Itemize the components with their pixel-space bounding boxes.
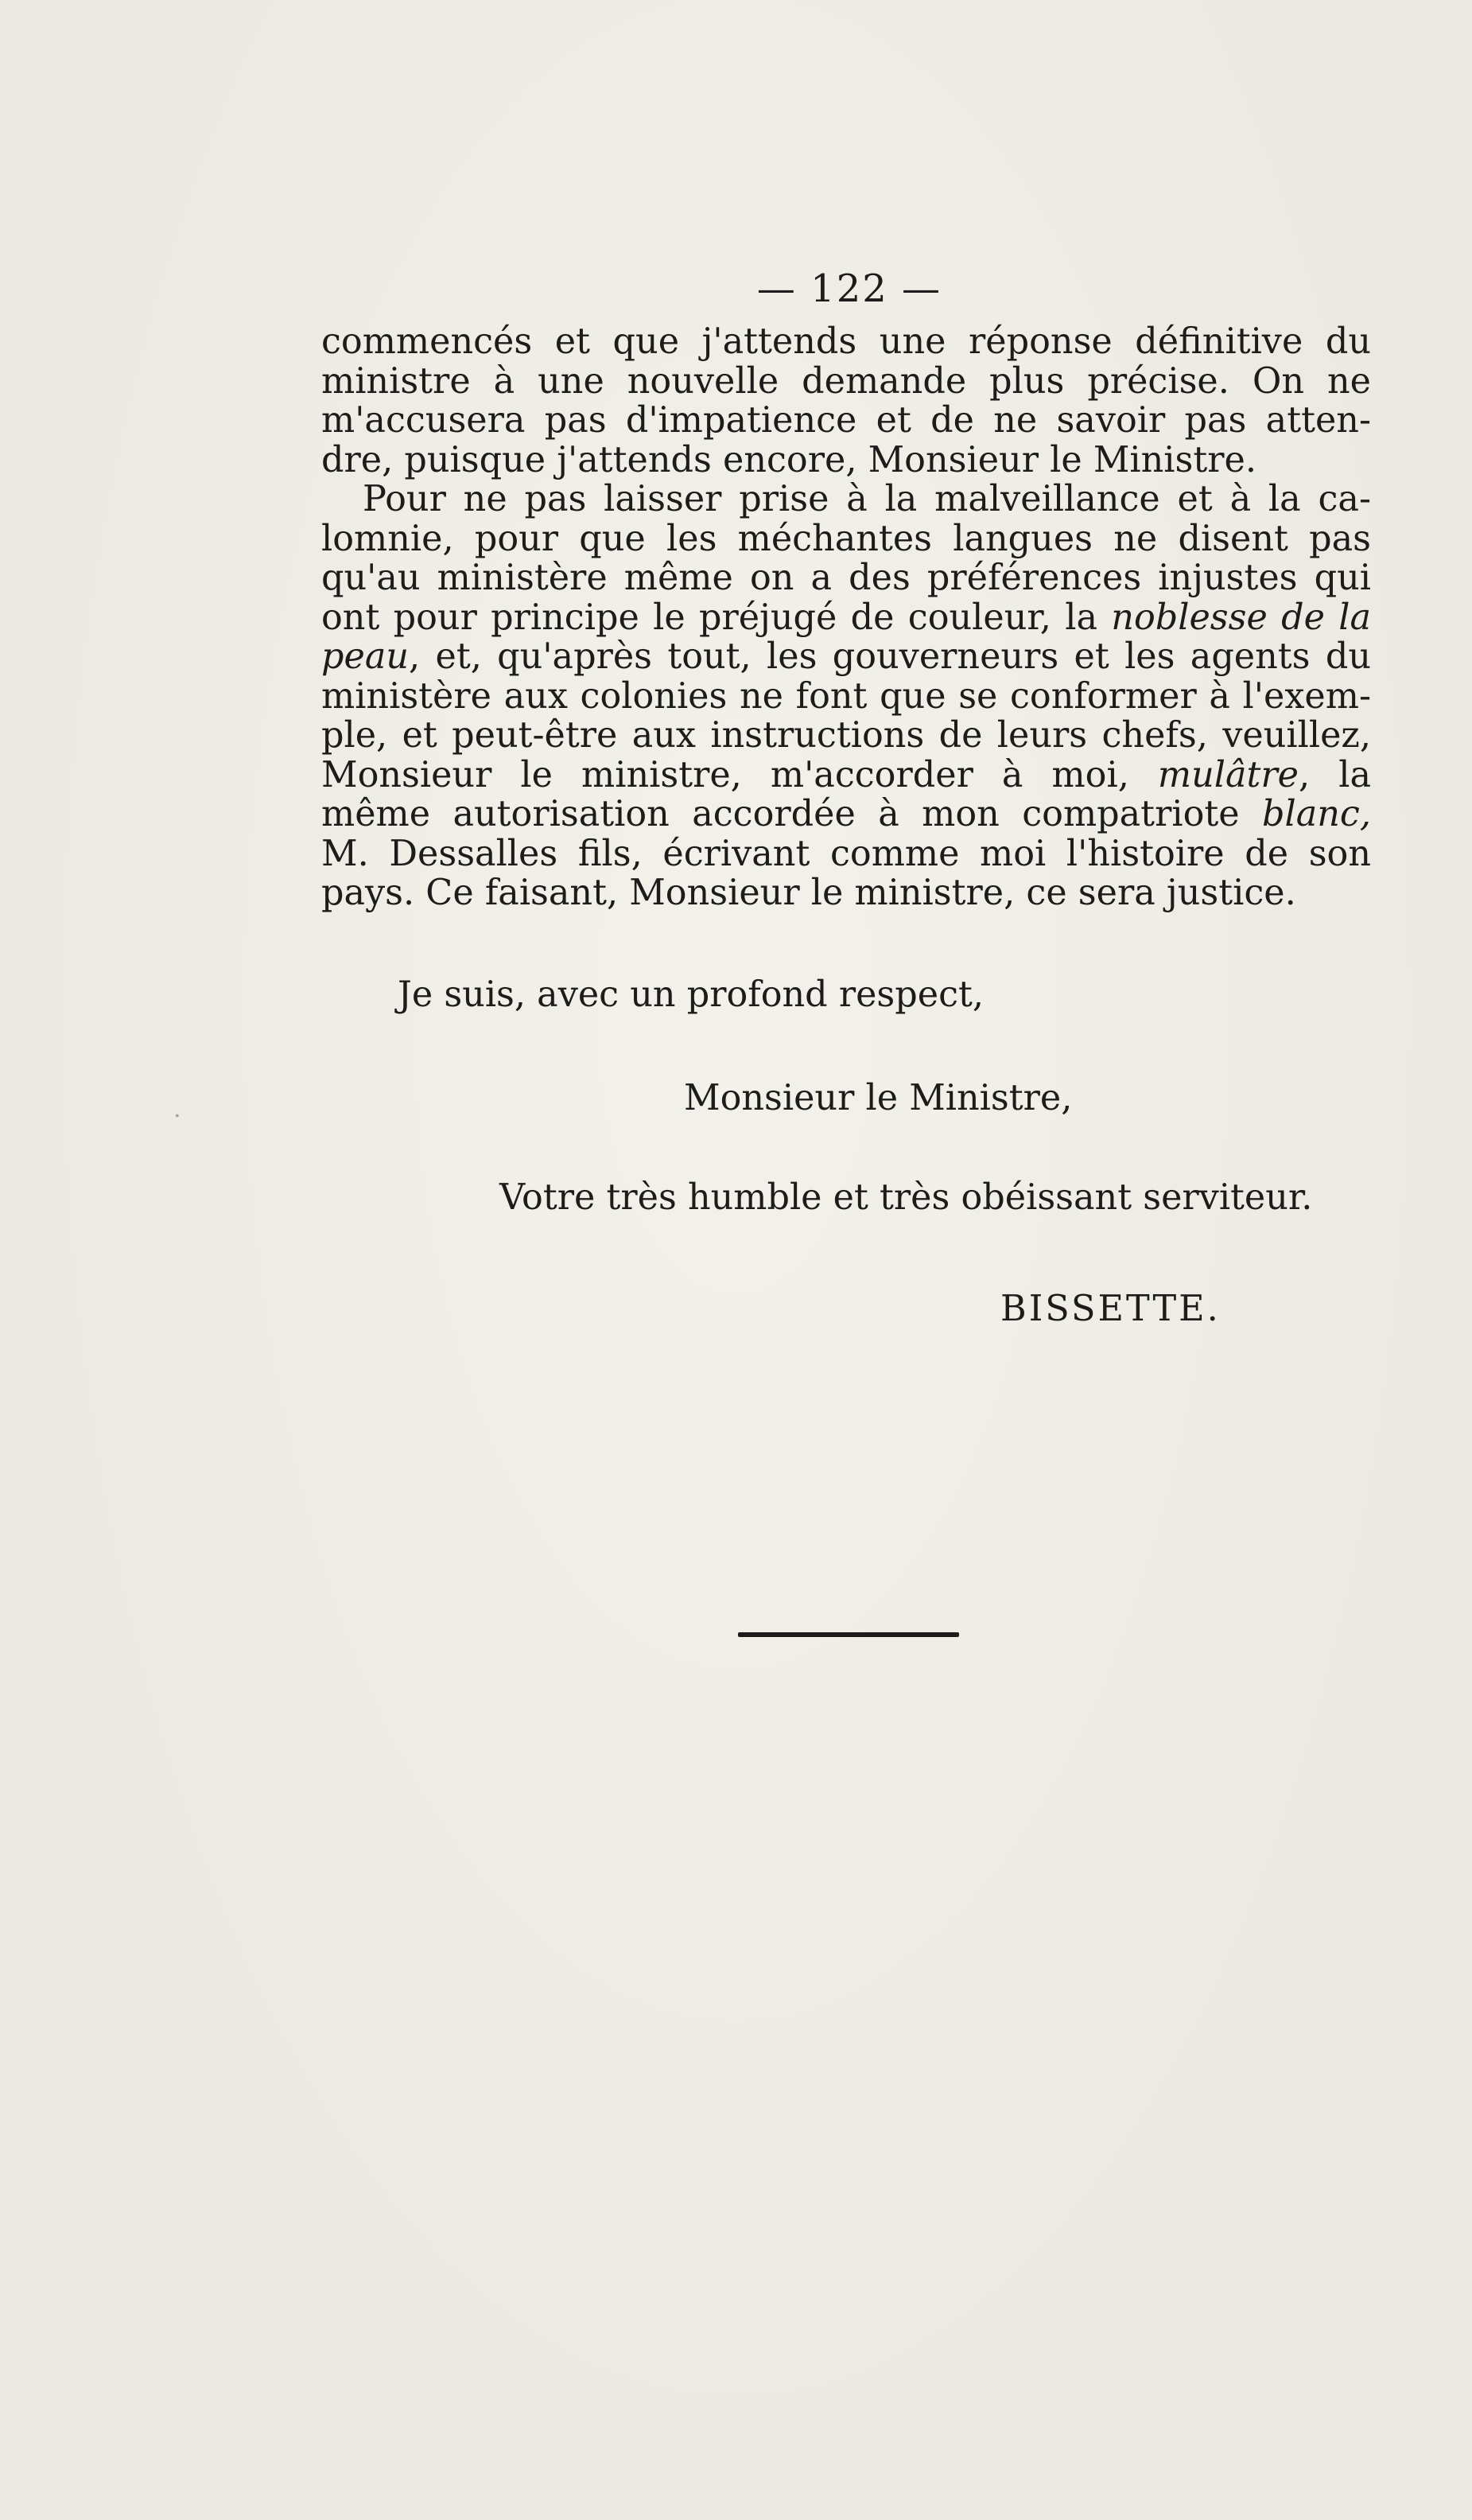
text-line: ple, et peut-être aux instructions de leurs chefs, veuillez, xyxy=(321,715,1371,756)
text-line: lomnie, pour que les méchantes langues ne disent pas xyxy=(321,518,1371,559)
italic-phrase: noblesse de la xyxy=(1111,597,1372,638)
text-line: dre, puisque j'attends encore, Monsieur le Ministre. xyxy=(321,439,1256,480)
text-line xyxy=(321,598,1371,638)
text-line xyxy=(321,756,1371,795)
text-line: ministre à une nouvelle demande plus précise. On ne xyxy=(321,360,1371,402)
text-line: commencés et que j'attends une réponse définitive du xyxy=(321,321,1371,362)
closing-servant: Votre très humble et très obéissant serviteur. xyxy=(499,1177,1313,1218)
text-line: qu'au ministère même on a des préférences injustes qui xyxy=(321,558,1371,598)
italic-phrase: blanc, xyxy=(1262,794,1371,834)
text-line: M. Dessalles fils, écrivant comme moi l'histoire de son xyxy=(321,833,1371,874)
closing-formula: Je suis, avec un profond respect, xyxy=(398,974,985,1015)
text-line xyxy=(321,637,1371,677)
text-line: ministère aux colonies ne font que se conformer à l'exem- xyxy=(321,675,1371,717)
page-number: — 122 — xyxy=(756,266,942,311)
text-line: pays. Ce faisant, Monsieur le ministre, ce sera justice. xyxy=(321,873,1296,913)
closing-salutation: Monsieur le Ministre, xyxy=(684,1078,1073,1118)
end-rule xyxy=(738,1632,959,1637)
text-line xyxy=(321,795,1371,834)
text-segment: même autorisation accordée à mon compatriote xyxy=(321,794,1263,834)
text-line: Pour ne pas laisser prise à la malveillance et à la ca- xyxy=(363,479,1371,519)
text-segment: , la xyxy=(1299,754,1371,795)
text-segment: Monsieur le ministre, m'accorder à moi, xyxy=(321,754,1158,795)
signature: BISSETTE. xyxy=(1000,1289,1221,1329)
italic-phrase: peau xyxy=(321,636,410,677)
text-segment: , et, qu'après tout, les gouverneurs et les agents du xyxy=(409,636,1371,677)
body-text xyxy=(321,322,1371,913)
text-segment: ont pour principe le préjugé de couleur, la xyxy=(321,597,1112,638)
italic-phrase: mulâtre xyxy=(1157,754,1299,795)
text-line: m'accusera pas d'impatience et de ne savoir pas atten- xyxy=(321,400,1371,441)
margin-dot: · xyxy=(173,1102,181,1130)
